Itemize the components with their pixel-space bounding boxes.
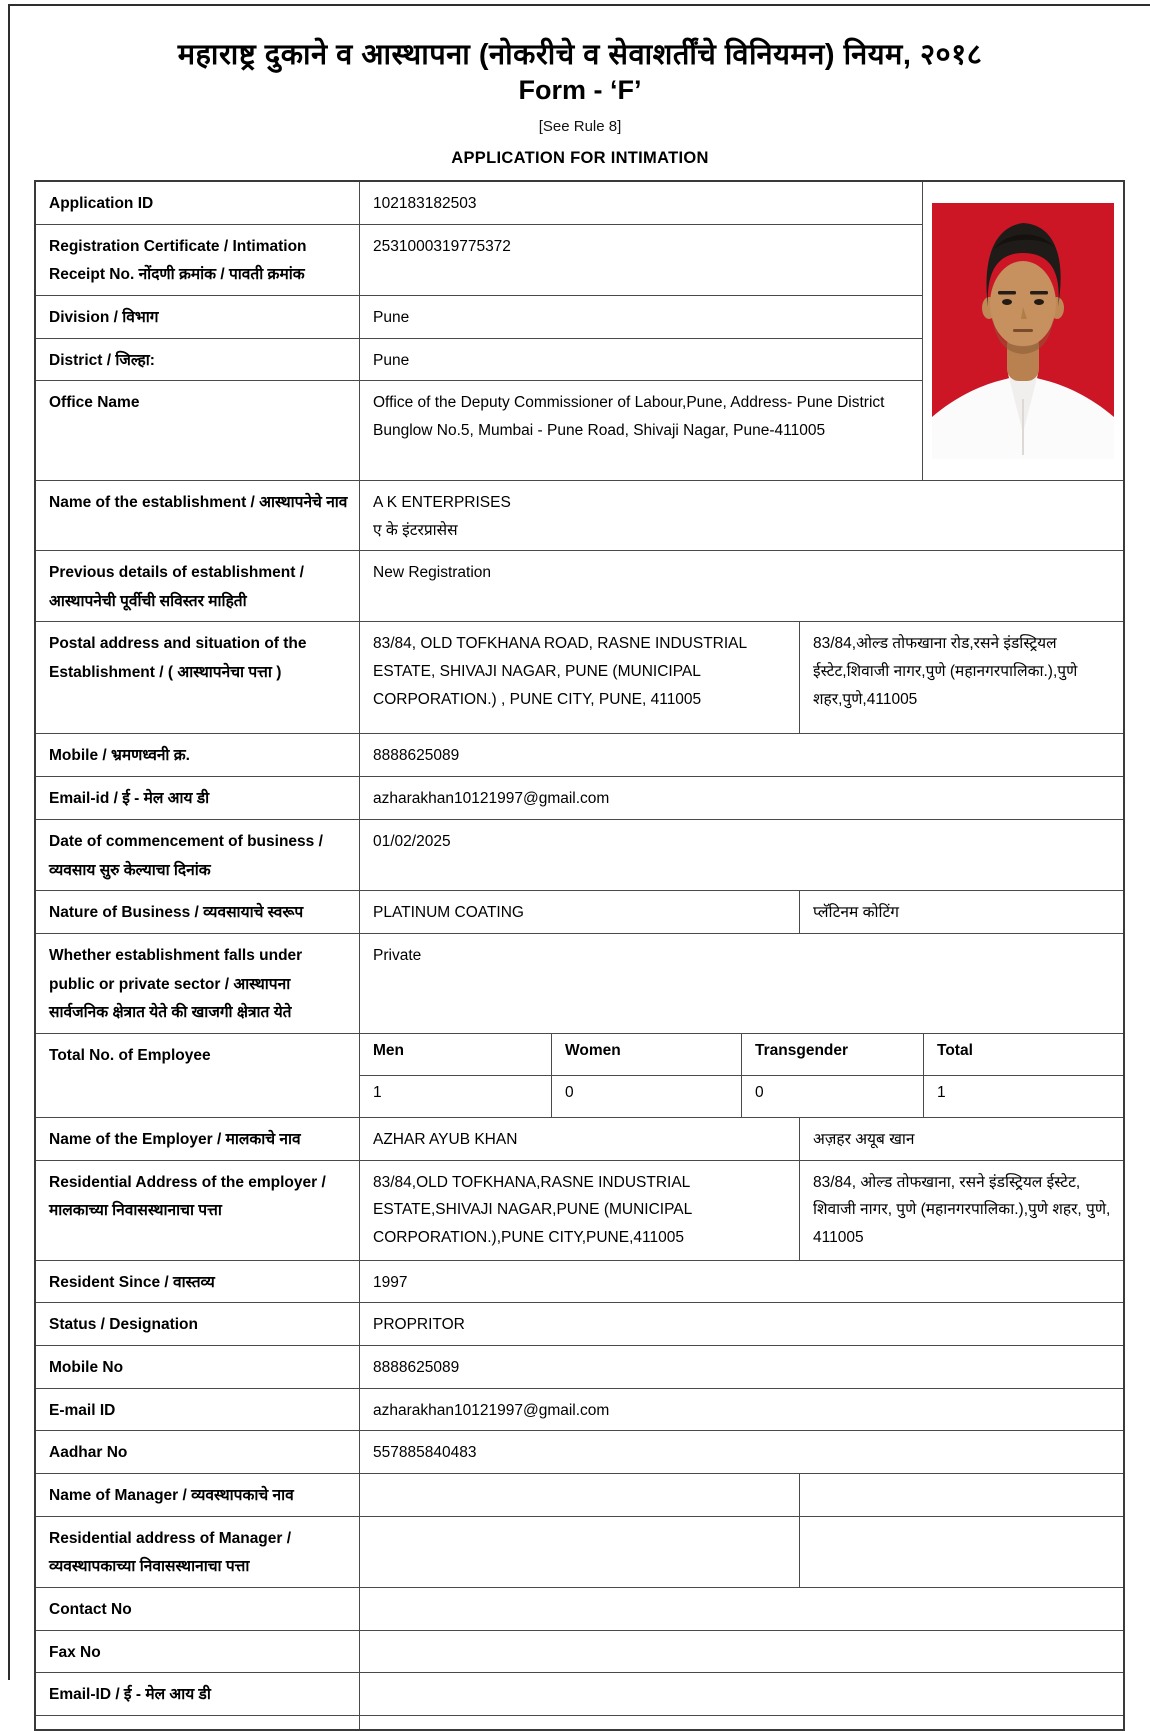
contact-no-label: Contact No bbox=[36, 1588, 360, 1630]
employee-count-label: Total No. of Employee bbox=[36, 1034, 360, 1117]
row-email-id bbox=[36, 1388, 1123, 1431]
email-id-value: azharakhan10121997@gmail.com bbox=[373, 1401, 610, 1419]
employee-value-transgender: 0 bbox=[742, 1076, 924, 1117]
fax-no-value bbox=[360, 1631, 1123, 1673]
rule-reference: [See Rule 8] bbox=[538, 118, 622, 135]
applicant-photo bbox=[932, 203, 1114, 459]
email-value: azharakhan10121997@gmail.com bbox=[373, 790, 610, 808]
manager-name-en bbox=[360, 1474, 800, 1516]
manager-address-mr bbox=[800, 1517, 1123, 1587]
row-aadhar-no bbox=[36, 1430, 1123, 1473]
division-value: Pune bbox=[373, 309, 410, 327]
row-application-id bbox=[36, 182, 922, 224]
mobile-value: 8888625089 bbox=[373, 747, 460, 765]
district-label: District / जिल्हा: bbox=[36, 339, 360, 381]
nature-of-business-label: Nature of Business / व्यवसायाचे स्वरूप bbox=[36, 891, 360, 933]
row-registration-no bbox=[36, 224, 922, 295]
postal-address-mr: 83/84,ओल्ड तोफखाना रोड,रसने इंडस्ट्रियल ईस्टेट,शिवाजी नागर,पुणे (महानगरपालिका.),पुणे शहर,पुणे,411005 bbox=[813, 635, 1078, 709]
row-employer-address bbox=[36, 1160, 1123, 1260]
employer-name-en: AZHAR AYUB KHAN bbox=[360, 1118, 800, 1160]
form-title-marathi: महाराष्ट्र दुकाने व आस्थापना (नोकरीचे व सेवाशर्तींचे विनियमन) नियम, २०१८ bbox=[177, 39, 983, 71]
registration-no-value: 2531000319775372 bbox=[373, 237, 511, 255]
aadhar-no-value: 557885840483 bbox=[373, 1444, 477, 1462]
contact-no-value bbox=[360, 1588, 1123, 1630]
employer-address-label: Residential Address of the employer / मालकाच्या निवासस्थानाचा पत्ता bbox=[36, 1161, 360, 1260]
row-fax-no bbox=[36, 1630, 1123, 1673]
office-name-label: Office Name bbox=[36, 381, 360, 480]
status-designation-label: Status / Designation bbox=[36, 1303, 360, 1345]
registration-no-label: Registration Certificate / Intimation Receipt No. नोंदणी क्रमांक / पावती क्रमांक bbox=[36, 225, 360, 295]
form-title-english: Form - ‘F’ bbox=[518, 75, 642, 105]
row-status-designation bbox=[36, 1302, 1123, 1345]
row-resident-since bbox=[36, 1260, 1123, 1303]
employee-header-total: Total bbox=[937, 1041, 973, 1059]
mobile-no-value: 8888625089 bbox=[373, 1358, 460, 1376]
row-partial-cutoff bbox=[36, 1715, 1123, 1729]
mobile-no-label: Mobile No bbox=[36, 1346, 360, 1388]
application-id-value: 102183182503 bbox=[373, 195, 477, 212]
row-postal-address bbox=[36, 621, 1123, 733]
employee-value-women: 0 bbox=[552, 1076, 742, 1117]
employee-values-row bbox=[360, 1075, 1123, 1117]
employee-header-transgender: Transgender bbox=[742, 1034, 924, 1075]
employee-value-total: 1 bbox=[937, 1083, 946, 1101]
row-division bbox=[36, 295, 922, 338]
resident-since-value: 1997 bbox=[373, 1273, 408, 1291]
manager-address-label: Residential address of Manager / व्यवस्थापकाच्या निवासस्थानाचा पत्ता bbox=[36, 1517, 360, 1587]
mobile-label: Mobile / भ्रमणध्वनी क्र. bbox=[36, 734, 360, 776]
division-label: Division / विभाग bbox=[36, 296, 360, 338]
email-label: Email-id / ई - मेल आय डी bbox=[36, 777, 360, 819]
commencement-date-value: 01/02/2025 bbox=[373, 832, 451, 850]
row-manager-address bbox=[36, 1516, 1123, 1587]
row-mobile-no bbox=[36, 1345, 1123, 1388]
row-contact-no bbox=[36, 1587, 1123, 1630]
row-manager-name bbox=[36, 1473, 1123, 1516]
nature-of-business-en: PLATINUM COATING bbox=[360, 891, 800, 933]
employee-header-women: Women bbox=[552, 1034, 742, 1075]
employer-name-mr: अज़हर अयूब खान bbox=[813, 1130, 915, 1148]
application-heading: APPLICATION FOR INTIMATION bbox=[451, 149, 709, 167]
row-establishment-name bbox=[36, 480, 1123, 550]
postal-address-en: 83/84, OLD TOFKHANA ROAD, RASNE INDUSTRIAL ESTATE, SHIVAJI NAGAR, PUNE (MUNICIPAL CORPORATION.) , PUNE CITY, PUNE, 411005 bbox=[360, 622, 800, 733]
employer-address-en: 83/84,OLD TOFKHANA,RASNE INDUSTRIAL ESTATE,SHIVAJI NAGAR,PUNE (MUNICIPAL CORPORATION.),PUNE CITY,PUNE,411005 bbox=[360, 1161, 800, 1260]
nature-of-business-mr: प्लॅटिनम कोटिंग bbox=[813, 904, 900, 922]
email-id-2-label: Email-ID / ई - मेल आय डी bbox=[36, 1673, 360, 1715]
row-sector bbox=[36, 933, 1123, 1033]
row-district bbox=[36, 338, 922, 381]
photo-cell bbox=[922, 182, 1123, 480]
establishment-name-label: Name of the establishment / आस्थापनेचे नाव bbox=[36, 481, 360, 550]
manager-name-mr bbox=[800, 1474, 1123, 1516]
sector-label: Whether establishment falls under public or private sector / आस्थापना सार्वजनिक क्षेत्रात येते की खाजगी क्षेत्रात येते bbox=[36, 934, 360, 1033]
aadhar-no-label: Aadhar No bbox=[36, 1431, 360, 1473]
top-group bbox=[36, 182, 1123, 480]
resident-since-label: Resident Since / वास्तव्य bbox=[36, 1261, 360, 1303]
manager-name-label: Name of Manager / व्यवस्थापकाचे नाव bbox=[36, 1474, 360, 1516]
previous-details-label: Previous details of establishment / आस्थापनेची पूर्वीची सविस्तर माहिती bbox=[36, 551, 360, 621]
previous-details-value: New Registration bbox=[373, 564, 492, 582]
status-designation-value: PROPRITOR bbox=[373, 1316, 465, 1334]
row-email bbox=[36, 776, 1123, 819]
employee-header-men: Men bbox=[360, 1034, 552, 1075]
email-id-label: E-mail ID bbox=[36, 1389, 360, 1431]
row-email-id-2 bbox=[36, 1672, 1123, 1715]
establishment-name-mr: ए के इंटरप्रासेस bbox=[373, 522, 458, 540]
application-table bbox=[34, 180, 1125, 1731]
establishment-name-en: A K ENTERPRISES bbox=[373, 494, 511, 512]
employee-value-men: 1 bbox=[360, 1076, 552, 1117]
form-header bbox=[10, 34, 1150, 168]
employee-header-row bbox=[360, 1034, 1123, 1075]
commencement-date-label: Date of commencement of business / व्यवसाय सुरु केल्याचा दिनांक bbox=[36, 820, 360, 890]
office-name-value: Office of the Deputy Commissioner of Labour,Pune, Address- Pune District Bunglow No.5, Mumbai - Pune Road, Shivaji Nagar, Pune-411005 bbox=[373, 394, 885, 440]
establishment-name-value bbox=[360, 481, 1123, 550]
employer-name-label: Name of the Employer / मालकाचे नाव bbox=[36, 1118, 360, 1160]
postal-address-label: Postal address and situation of the Establishment / ( आस्थापनेचा पत्ता ) bbox=[36, 622, 360, 733]
fax-no-label: Fax No bbox=[36, 1631, 360, 1673]
employer-address-mr: 83/84, ओल्ड तोफखाना, रसने इंडस्ट्रियल ईस्टेट, शिवाजी नागर, पुणे (महानगरपालिका.),पुणे शहर, पुणे, 411005 bbox=[813, 1173, 1111, 1247]
sector-value: Private bbox=[373, 946, 422, 964]
row-office-name bbox=[36, 380, 922, 480]
district-value: Pune bbox=[373, 351, 410, 369]
application-id-label: Application ID bbox=[36, 182, 360, 224]
row-commencement-date bbox=[36, 819, 1123, 890]
row-mobile bbox=[36, 733, 1123, 776]
form-page bbox=[8, 4, 1150, 1704]
manager-address-en bbox=[360, 1517, 800, 1587]
row-previous-details bbox=[36, 550, 1123, 621]
row-employer-name bbox=[36, 1117, 1123, 1160]
row-nature-of-business bbox=[36, 890, 1123, 933]
row-employee-count bbox=[36, 1033, 1123, 1117]
